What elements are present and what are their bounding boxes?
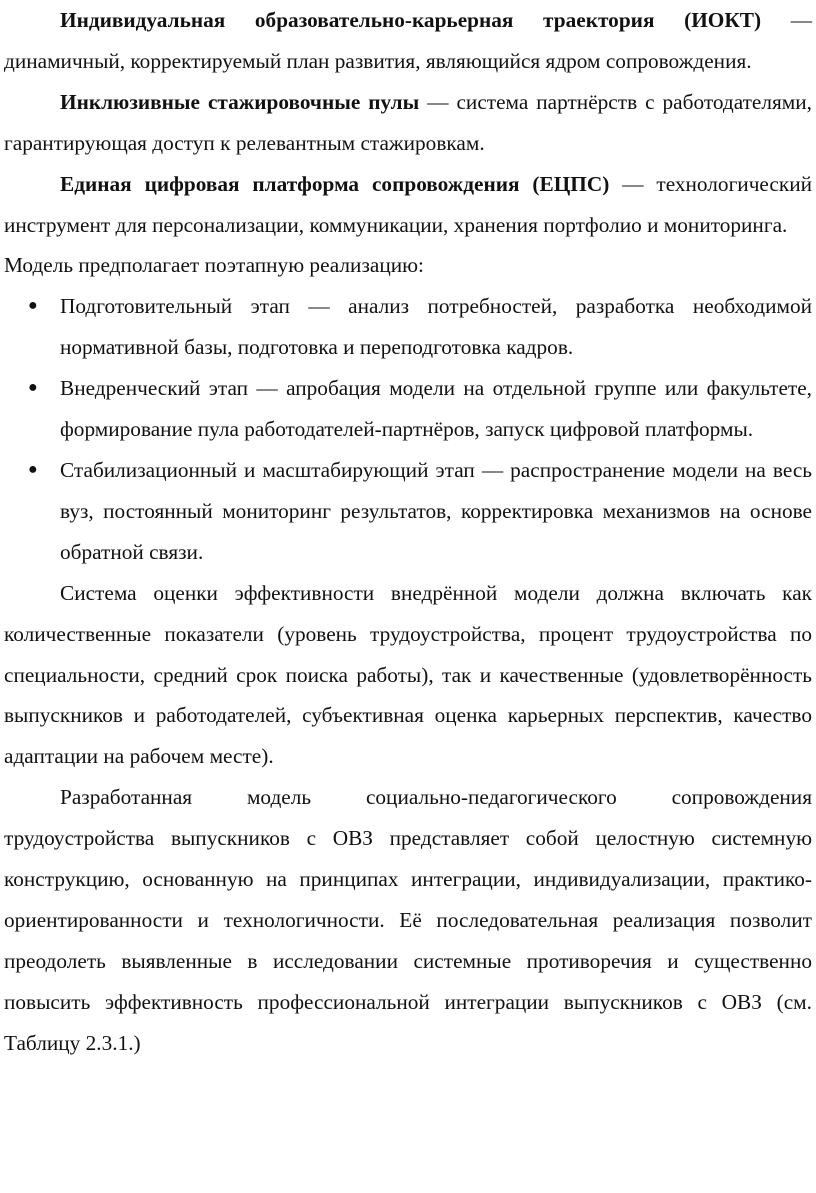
definition-internship-pools	[4, 82, 812, 164]
definition-description: — технологический инструмент для персонализации, коммуникации, хранения портфолио и мониторинга.	[4, 171, 812, 237]
list-item	[4, 286, 812, 368]
bullet-icon: ●	[28, 460, 38, 478]
definition-term: Инклюзивные стажировочные пулы	[60, 89, 420, 114]
stage-text: Подготовительный этап — анализ потребностей, разработка необходимой нормативной базы, подготовка и переподготовка кадров.	[60, 294, 812, 360]
stage-text: Внедренческий этап — апробация модели на отдельной группе или факультете, формирование пула работодателей-партнёров, запуск цифровой платформы.	[60, 376, 812, 442]
definition-term: Индивидуальная образовательно-карьерная траектория (ИОКТ)	[60, 8, 762, 32]
conclusion-paragraph: Разработанная модель социально-педагогического сопровождения трудоустройства выпускников с ОВЗ представляет собой целостную системную конструкцию, основанную на принципах интеграции, индивидуализации, практико-ориентированности и технологичности. Её последовательная реализация позволит преодолеть выявленные в исследовании системные противоречия и существенно повысить эффективность профессиональной интеграции выпускников с ОВЗ (см. Таблицу 2.3.1.)	[4, 785, 812, 1055]
stages-list	[4, 286, 812, 572]
bullet-icon: ●	[28, 297, 38, 315]
definition-term: Единая цифровая платформа сопровождения (ЕЦПС)	[60, 171, 610, 196]
definition-description: — динамичный, корректируемый план развития, являющийся ядром сопровождения.	[4, 8, 812, 73]
list-item	[4, 450, 812, 573]
list-item	[4, 368, 812, 450]
evaluation-paragraph: Система оценки эффективности внедрённой модели должна включать как количественные показатели (уровень трудоустройства, процент трудоустройства по специальности, средний срок поиска работы), так и качественные (удовлетворённость выпускников и работодателей, субъективная оценка карьерных перспектив, качество адаптации на рабочем месте).	[4, 580, 812, 769]
stage-text: Стабилизационный и масштабирующий этап — распространение модели на весь вуз, постоянный мониторинг результатов, корректировка механизмов на основе обратной связи.	[60, 457, 812, 564]
stages-intro: Модель предполагает поэтапную реализацию:	[4, 253, 424, 278]
document-page	[4, 0, 812, 1064]
bullet-icon: ●	[28, 379, 38, 397]
definition-ecps	[4, 164, 812, 246]
definition-description: — система партнёрств с работодателями, гарантирующая доступ к релевантным стажировкам.	[4, 89, 812, 155]
definition-iokt	[4, 0, 812, 82]
